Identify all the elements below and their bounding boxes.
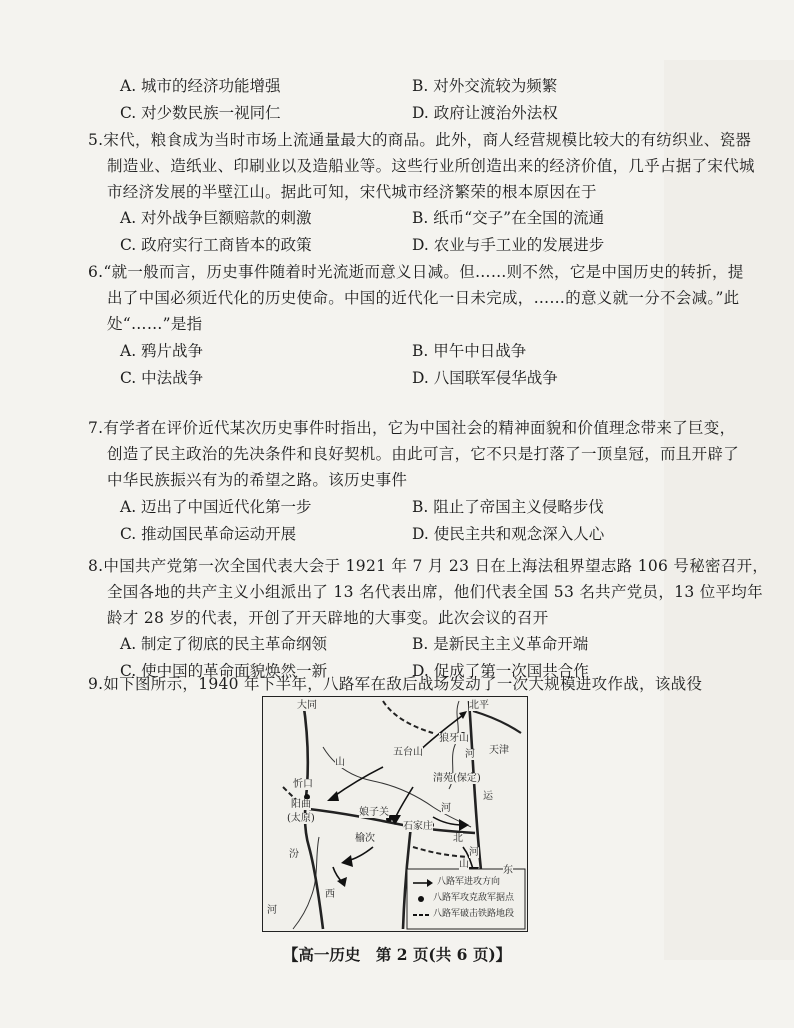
page-footer: 【高一历史 第 2 页(共 6 页)】 <box>282 945 512 964</box>
page-edge-shadow <box>664 60 794 960</box>
q5-option-a: A. 对外战争巨额赔款的刺激 <box>120 209 312 227</box>
map-label-niangziguan: 娘子关 <box>359 807 389 818</box>
q6-option-a: A. 鸦片战争 <box>120 342 204 360</box>
q7-stem-line-2: 创造了民主政治的先决条件和良好契机。由此可言，它不只是打落了一顶皇冠，而且开辟了 <box>107 445 740 463</box>
map-label-he-2: 河 <box>441 803 451 814</box>
map-label-datong: 大同 <box>297 700 317 711</box>
map-label-yuci: 榆次 <box>355 833 375 844</box>
map-label-dong: 东 <box>503 865 513 876</box>
q9-stem: 9.如下图所示，1940 年下半年，八路军在敌后战场发动了一次大规模进攻作战，该战役 <box>88 675 703 693</box>
map-label-fen: 汾 <box>289 849 299 860</box>
q8-option-a: A. 制定了彻底的民主革命纲领 <box>120 635 328 653</box>
q7-option-d: D. 使民主共和观念深入人心 <box>412 525 605 543</box>
map-label-shan: 山 <box>335 757 345 768</box>
q7-stem-line-3: 中华民族振兴有为的希望之路。该历史事件 <box>107 471 408 489</box>
map-label-beiping: 北平 <box>469 700 489 711</box>
q6-option-d: D. 八国联军侵华战争 <box>412 369 558 387</box>
battle-map <box>262 696 528 932</box>
map-legend-railway-sabotage: 八路军破击铁路地段 <box>433 909 515 919</box>
q4-option-d: D. 政府让渡治外法权 <box>412 104 558 122</box>
q4-option-c: C. 对少数民族一视同仁 <box>120 104 281 122</box>
map-label-langyashan: 狼牙山 <box>439 733 469 744</box>
map-legend-captured-points: 八路军攻克敌军据点 <box>433 893 515 903</box>
q6-option-b: B. 甲午中日战争 <box>412 342 527 360</box>
map-label-he-4: 河 <box>267 905 277 916</box>
q5-stem-line-2: 制造业、造纸业、印刷业以及造船业等。这些行业所创造出来的经济价值，几乎占据了宋代城 <box>107 157 755 175</box>
q8-stem-line-1: 8.中国共产党第一次全国代表大会于 1921 年 7 月 23 日在上海法租界望志路 106 号秘密召开， <box>88 557 769 575</box>
map-label-yun: 运 <box>483 791 493 802</box>
map-label-xinkou: 忻口 <box>293 779 313 790</box>
q8-stem-line-2: 全国各地的共产主义小组派出了 13 名代表出席，他们代表全国 53 名共产党员，13 位平均年 <box>107 583 763 601</box>
map-label-xi: 西 <box>325 889 335 900</box>
q5-option-b: B. 纸币“交子”在全国的流通 <box>412 209 605 227</box>
map-label-bei: 北 <box>453 833 463 844</box>
q8-stem-line-3: 龄才 28 岁的代表，开创了开天辟地的大事变。此次会议的召开 <box>107 609 549 627</box>
q7-option-a: A. 迈出了中国近代化第一步 <box>120 498 312 516</box>
q8-option-b: B. 是新民主主义革命开端 <box>412 635 589 653</box>
map-label-he-1: 河 <box>465 749 475 760</box>
q7-stem-line-1: 7.有学者在评价近代某次历史事件时指出，它为中国社会的精神面貌和价值理念带来了巨变， <box>88 419 736 437</box>
q5-option-d: D. 农业与手工业的发展进步 <box>412 236 605 254</box>
map-label-qingyuan-baoding: 清苑(保定) <box>433 773 481 784</box>
q6-stem-line-2: 出了中国必须近代化的历史使命。中国的近代化一日未完成，……的意义就一分不会减。”此 <box>107 289 740 307</box>
q4-option-a: A. 城市的经济功能增强 <box>120 77 281 95</box>
q7-option-b: B. 阻止了帝国主义侵略步伐 <box>412 498 604 516</box>
q8-option-c: C. 使中国的革命面貌焕然一新 <box>120 662 328 680</box>
map-label-taiyuan: (太原) <box>287 813 315 824</box>
map-label-shijiazhuang: 石家庄 <box>403 821 433 832</box>
map-label-wutaishan: 五台山 <box>393 747 423 758</box>
map-label-shan-2: 山 <box>459 859 469 870</box>
q5-option-c: C. 政府实行工商皆本的政策 <box>120 236 312 254</box>
map-label-he-3: 河 <box>469 847 479 858</box>
q4-option-b: B. 对外交流较为频繁 <box>412 77 558 95</box>
q6-stem-line-3: 处“……”是指 <box>107 315 203 333</box>
q5-stem-line-1: 5.宋代，粮食成为当时市场上流通量最大的商品。此外，商人经营规模比较大的有纺织业、瓷器 <box>88 131 752 149</box>
q8-option-d: D. 促成了第一次国共合作 <box>412 662 589 680</box>
map-legend-attack-direction: 八路军进攻方向 <box>437 877 501 887</box>
q6-stem-line-1: 6.“就一般而言，历史事件随着时光流逝而意义日减。但……则不然，它是中国历史的转折，提 <box>88 263 744 281</box>
map-label-yangqu: 阳曲 <box>291 799 311 810</box>
map-label-tianjin: 天津 <box>489 745 509 756</box>
q5-stem-line-3: 市经济发展的半壁江山。据此可知，宋代城市经济繁荣的根本原因在于 <box>107 183 597 201</box>
q7-option-c: C. 推动国民革命运动开展 <box>120 525 297 543</box>
q6-option-c: C. 中法战争 <box>120 369 204 387</box>
